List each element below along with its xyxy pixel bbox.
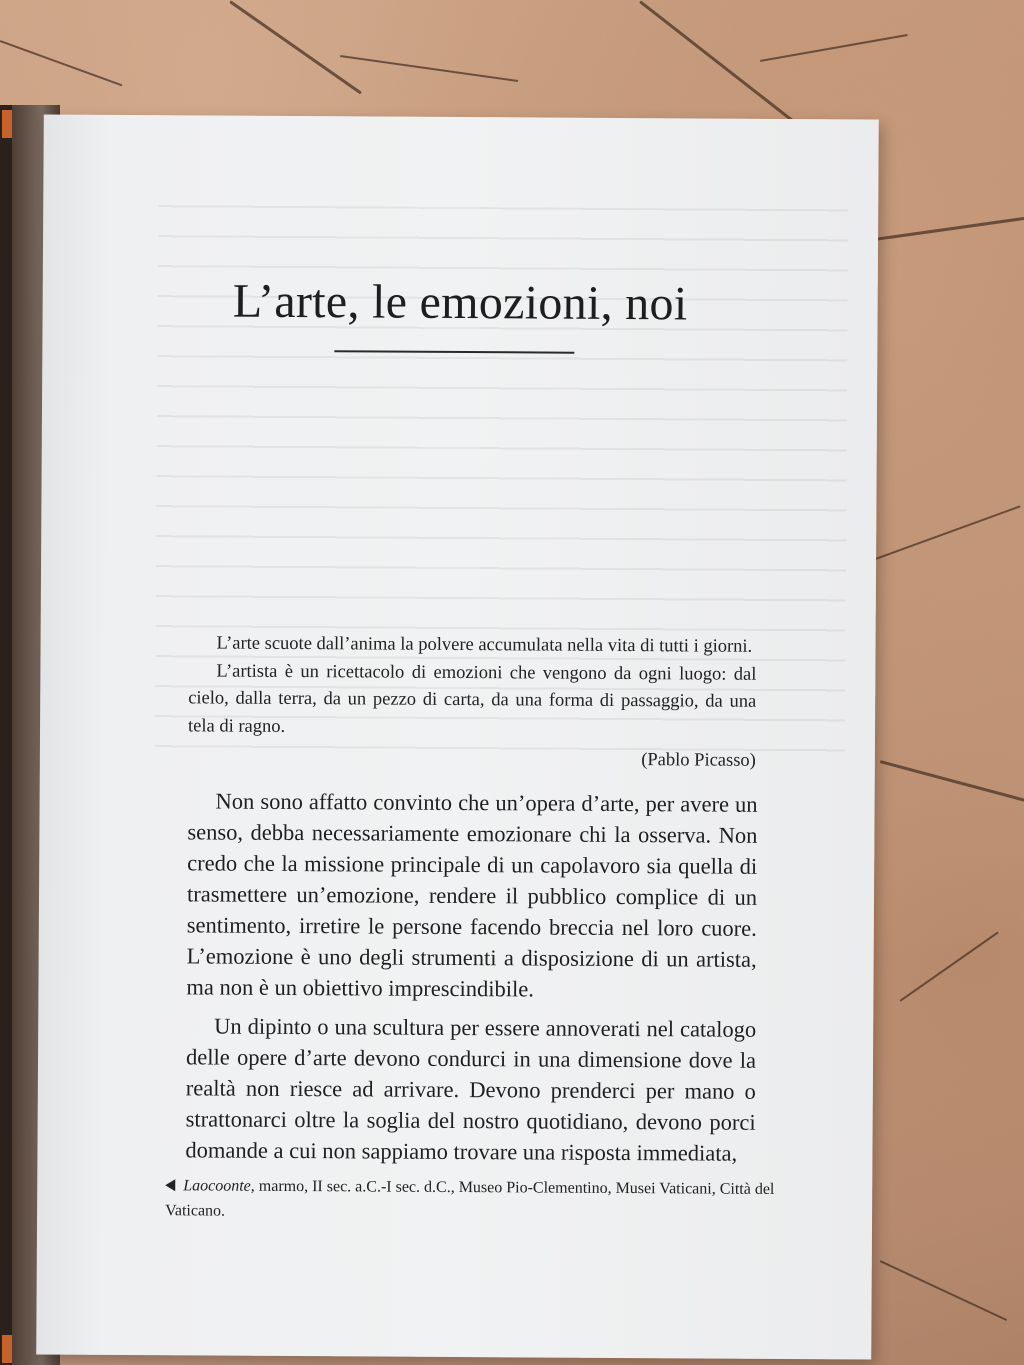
marble-vein	[229, 0, 362, 94]
epigraph-quote	[188, 630, 757, 775]
page-content	[36, 114, 879, 1359]
book-spine	[0, 105, 12, 1365]
marble-vein	[860, 216, 1024, 243]
left-triangle-icon	[165, 1179, 175, 1191]
body-paragraph-1: Non sono affatto convinto che un’opera d’arte, per avere un senso, debba necessariamente emozionare chi la osserva. Non credo che la missione principale di un capolavoro sia quella di trasmettere un’emozione, rendere il pubblico complice di un sentimento, irretire le persone facendo breccia nel loro cuore. L’emozione è uno degli strumenti a disposizione di un artista, ma non è un obiettivo imprescindibile.	[186, 788, 758, 1002]
marble-vein	[880, 1260, 1008, 1321]
marble-vein	[760, 34, 908, 62]
quote-attribution: (Pablo Picasso)	[641, 750, 756, 771]
body-paragraph-2: Un dipinto o una scultura per essere annoverati nel catalogo delle opere d’arte devono condurci in una dimensione dove la realtà non riesce ad arrivare. Devono prenderci per mano o strattonarci oltre la soglia del nostro quotidiano, devono porci domande a cui non sappiamo trovare una risposta immediata,	[185, 1013, 757, 1166]
marble-vein	[899, 931, 998, 1001]
marble-vein	[0, 40, 123, 86]
bookmark-ribbon-top	[2, 110, 12, 138]
quote-line-2: L’artista è un ricettacolo di emozioni che vengono da ogni luogo: dal cielo, dalla terra, da un pezzo di carta, da una forma di passaggio, da una tela di ragno.	[188, 661, 757, 737]
marble-vein	[340, 55, 519, 82]
book-page	[36, 114, 879, 1359]
quote-line-1: L’arte scuote dall’anima la polvere accumulata nella vita di tutti i giorni.	[216, 633, 753, 657]
title-underline	[334, 350, 574, 353]
bookmark-ribbon-bottom	[2, 1335, 12, 1363]
caption-work-title: Laocoonte	[183, 1177, 251, 1195]
body-text	[185, 785, 757, 1168]
marble-vein	[870, 505, 1021, 562]
marble-vein	[880, 760, 1024, 802]
caption-details: , marmo, II sec. a.C.-I sec. d.C., Museo Pio-Clementino, Musei Vaticani, Città del Vaticano.	[165, 1177, 775, 1220]
chapter-title: L’arte, le emozioni, noi	[232, 274, 688, 331]
image-caption	[165, 1173, 775, 1227]
